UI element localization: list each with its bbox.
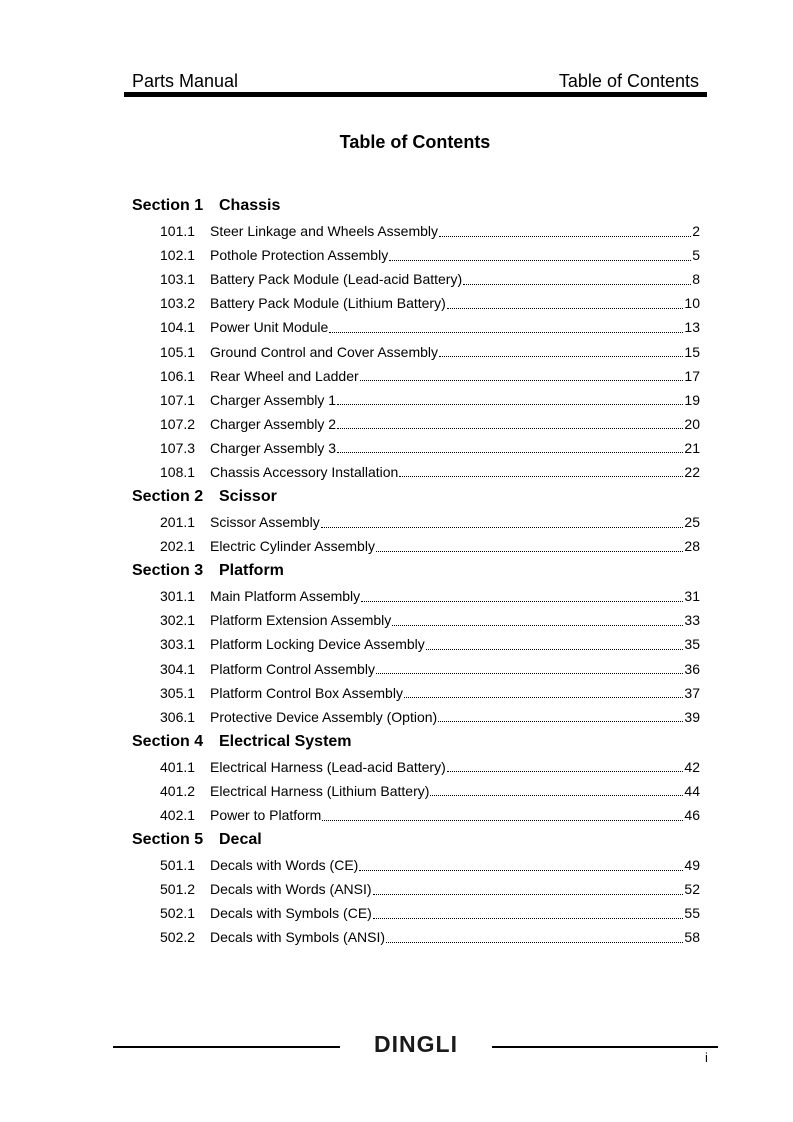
entry-number: 304.1	[160, 660, 196, 677]
entry-title: Battery Pack Module (Lithium Battery)	[210, 295, 446, 312]
dot-leader	[386, 942, 683, 943]
entry-page-number: 2	[692, 223, 700, 240]
entry-title: Platform Control Assembly	[210, 660, 375, 677]
entry-page-number: 31	[684, 588, 700, 605]
entry-title: Rear Wheel and Ladder	[210, 367, 359, 384]
entry-page-number: 46	[684, 807, 700, 824]
entry-number: 302.1	[160, 612, 196, 629]
toc-entry[interactable]	[132, 925, 700, 949]
entry-title: Decals with Words (CE)	[210, 857, 359, 874]
entry-page-number: 37	[684, 684, 700, 701]
dot-leader	[360, 380, 684, 381]
entry-page-number: 5	[692, 247, 700, 264]
page-number: i	[705, 1050, 708, 1065]
entry-title: Chassis Accessory Installation	[210, 463, 399, 480]
toc-entry[interactable]	[132, 608, 700, 632]
entry-title: Ground Control and Cover Assembly	[210, 343, 438, 360]
entry-title: Steer Linkage and Wheels Assembly	[210, 223, 439, 240]
dot-leader	[404, 697, 683, 698]
entry-title: Electric Cylinder Assembly	[210, 538, 375, 555]
dot-leader	[322, 820, 683, 821]
toc-entry[interactable]	[132, 267, 700, 291]
entry-number: 301.1	[160, 588, 196, 605]
entry-page-number: 42	[684, 758, 700, 775]
entry-number: 105.1	[160, 343, 196, 360]
entry-number: 108.1	[160, 463, 196, 480]
entry-page-number: 19	[684, 391, 700, 408]
section-heading	[132, 193, 700, 219]
toc-entry[interactable]	[132, 412, 700, 436]
entry-title: Electrical Harness (Lead-acid Battery)	[210, 758, 446, 775]
section-label: Section 2	[132, 488, 204, 506]
entry-title: Pothole Protection Assembly	[210, 247, 389, 264]
entry-title: Power to Platform	[210, 807, 322, 824]
dot-leader	[426, 649, 684, 650]
dot-leader	[389, 260, 691, 261]
entry-page-number: 52	[684, 881, 700, 898]
toc-entry[interactable]	[132, 584, 700, 608]
section-heading	[132, 729, 700, 755]
entry-page-number: 22	[684, 463, 700, 480]
section-heading	[132, 558, 700, 584]
section-name: Platform	[219, 562, 284, 580]
entry-page-number: 35	[684, 636, 700, 653]
entry-number: 401.1	[160, 758, 196, 775]
section-name: Scissor	[219, 488, 277, 506]
dot-leader	[337, 404, 683, 405]
toc-entry[interactable]	[132, 510, 700, 534]
entry-number: 202.1	[160, 538, 196, 555]
entry-number: 107.3	[160, 439, 196, 456]
toc-entry[interactable]	[132, 755, 700, 779]
section-heading	[132, 484, 700, 510]
entry-number: 502.1	[160, 905, 196, 922]
entry-title: Charger Assembly 1	[210, 391, 337, 408]
dot-leader	[376, 673, 683, 674]
entry-number: 303.1	[160, 636, 196, 653]
toc-entry[interactable]	[132, 315, 700, 339]
dot-leader	[399, 476, 683, 477]
dot-leader	[329, 332, 683, 333]
dot-leader	[447, 771, 684, 772]
toc-entry[interactable]	[132, 705, 700, 729]
entry-page-number: 8	[692, 271, 700, 288]
entry-number: 501.1	[160, 857, 196, 874]
toc-entry[interactable]	[132, 657, 700, 681]
entry-number: 305.1	[160, 684, 196, 701]
dot-leader	[359, 870, 683, 871]
entry-title: Battery Pack Module (Lead-acid Battery)	[210, 271, 463, 288]
entry-page-number: 55	[684, 905, 700, 922]
entry-title: Charger Assembly 3	[210, 439, 337, 456]
dot-leader	[439, 356, 683, 357]
entry-title: Decals with Symbols (CE)	[210, 905, 372, 922]
header-manual-title: Parts Manual	[132, 71, 239, 91]
dot-leader	[361, 601, 683, 602]
dot-leader	[373, 918, 684, 919]
entry-title: Main Platform Assembly	[210, 588, 361, 605]
entry-page-number: 10	[684, 295, 700, 312]
entry-number: 101.1	[160, 223, 196, 240]
entry-title: Scissor Assembly	[210, 514, 320, 531]
dot-leader	[337, 428, 683, 429]
toc-entry[interactable]	[132, 364, 700, 388]
entry-page-number: 28	[684, 538, 700, 555]
toc-entry[interactable]	[132, 901, 700, 925]
dot-leader	[337, 452, 683, 453]
page-title: Table of Contents	[339, 132, 491, 152]
entry-number: 107.2	[160, 415, 196, 432]
entry-page-number: 15	[684, 343, 700, 360]
dot-leader	[321, 527, 684, 528]
toc-entry[interactable]	[132, 291, 700, 315]
toc-entry[interactable]	[132, 877, 700, 901]
dot-leader	[373, 894, 684, 895]
entry-number: 201.1	[160, 514, 196, 531]
toc-entry[interactable]	[132, 681, 700, 705]
toc-entry[interactable]	[132, 534, 700, 558]
entry-number: 104.1	[160, 319, 196, 336]
section-name: Electrical System	[219, 732, 352, 750]
entry-page-number: 49	[684, 857, 700, 874]
toc-entry[interactable]	[132, 632, 700, 656]
entry-page-number: 20	[684, 415, 700, 432]
entry-title: Platform Control Box Assembly	[210, 684, 403, 701]
entry-title: Electrical Harness (Lithium Battery)	[210, 782, 430, 799]
entry-page-number: 25	[684, 514, 700, 531]
entry-number: 107.1	[160, 391, 196, 408]
entry-title: Charger Assembly 2	[210, 415, 337, 432]
entry-page-number: 33	[684, 612, 700, 629]
dingli-logo: DINGLI	[374, 1031, 458, 1057]
dot-leader	[392, 625, 683, 626]
entry-number: 502.2	[160, 929, 196, 946]
toc-entry[interactable]	[132, 339, 700, 363]
toc-entry[interactable]	[132, 436, 700, 460]
footer-rule-right	[492, 1046, 718, 1048]
entry-title: Platform Extension Assembly	[210, 612, 392, 629]
entry-title: Power Unit Module	[210, 319, 329, 336]
section-heading	[132, 827, 700, 853]
entry-title: Platform Locking Device Assembly	[210, 636, 425, 653]
entry-page-number: 17	[684, 367, 700, 384]
dot-leader	[463, 284, 691, 285]
entry-page-number: 13	[684, 319, 700, 336]
footer-rule-left	[113, 1046, 340, 1048]
toc-entry[interactable]	[132, 779, 700, 803]
section-label: Section 1	[132, 197, 204, 214]
entry-number: 402.1	[160, 807, 196, 824]
entry-number: 306.1	[160, 708, 196, 725]
header-rule	[124, 92, 707, 97]
header-section-title: Table of Contents	[558, 71, 699, 91]
toc-entry[interactable]	[132, 460, 700, 484]
toc-entry[interactable]	[132, 388, 700, 412]
toc-entry[interactable]	[132, 243, 700, 267]
entry-page-number: 44	[684, 782, 700, 799]
toc-entry[interactable]	[132, 853, 700, 877]
section-name: Decal	[219, 831, 262, 849]
entry-title: Protective Device Assembly (Option)	[210, 708, 438, 725]
page-header	[124, 68, 707, 98]
dot-leader	[376, 551, 683, 552]
table-of-contents	[132, 193, 700, 949]
dot-leader	[438, 721, 683, 722]
entry-page-number: 39	[684, 708, 700, 725]
entry-number: 102.1	[160, 247, 196, 264]
entry-number: 103.2	[160, 295, 196, 312]
entry-page-number: 36	[684, 660, 700, 677]
dot-leader	[430, 795, 683, 796]
section-name: Chassis	[219, 197, 281, 214]
entry-page-number: 58	[684, 929, 700, 946]
dot-leader	[439, 236, 691, 237]
toc-entry[interactable]	[132, 803, 700, 827]
entry-number: 501.2	[160, 881, 196, 898]
section-label: Section 4	[132, 732, 204, 750]
toc-entry[interactable]	[132, 219, 700, 243]
dot-leader	[447, 308, 684, 309]
section-label: Section 3	[132, 562, 204, 580]
entry-title: Decals with Words (ANSI)	[210, 881, 372, 898]
entry-page-number: 21	[684, 439, 700, 456]
entry-number: 401.2	[160, 782, 196, 799]
entry-number: 106.1	[160, 367, 196, 384]
entry-number: 103.1	[160, 271, 196, 288]
section-label: Section 5	[132, 831, 204, 849]
entry-title: Decals with Symbols (ANSI)	[210, 929, 386, 946]
